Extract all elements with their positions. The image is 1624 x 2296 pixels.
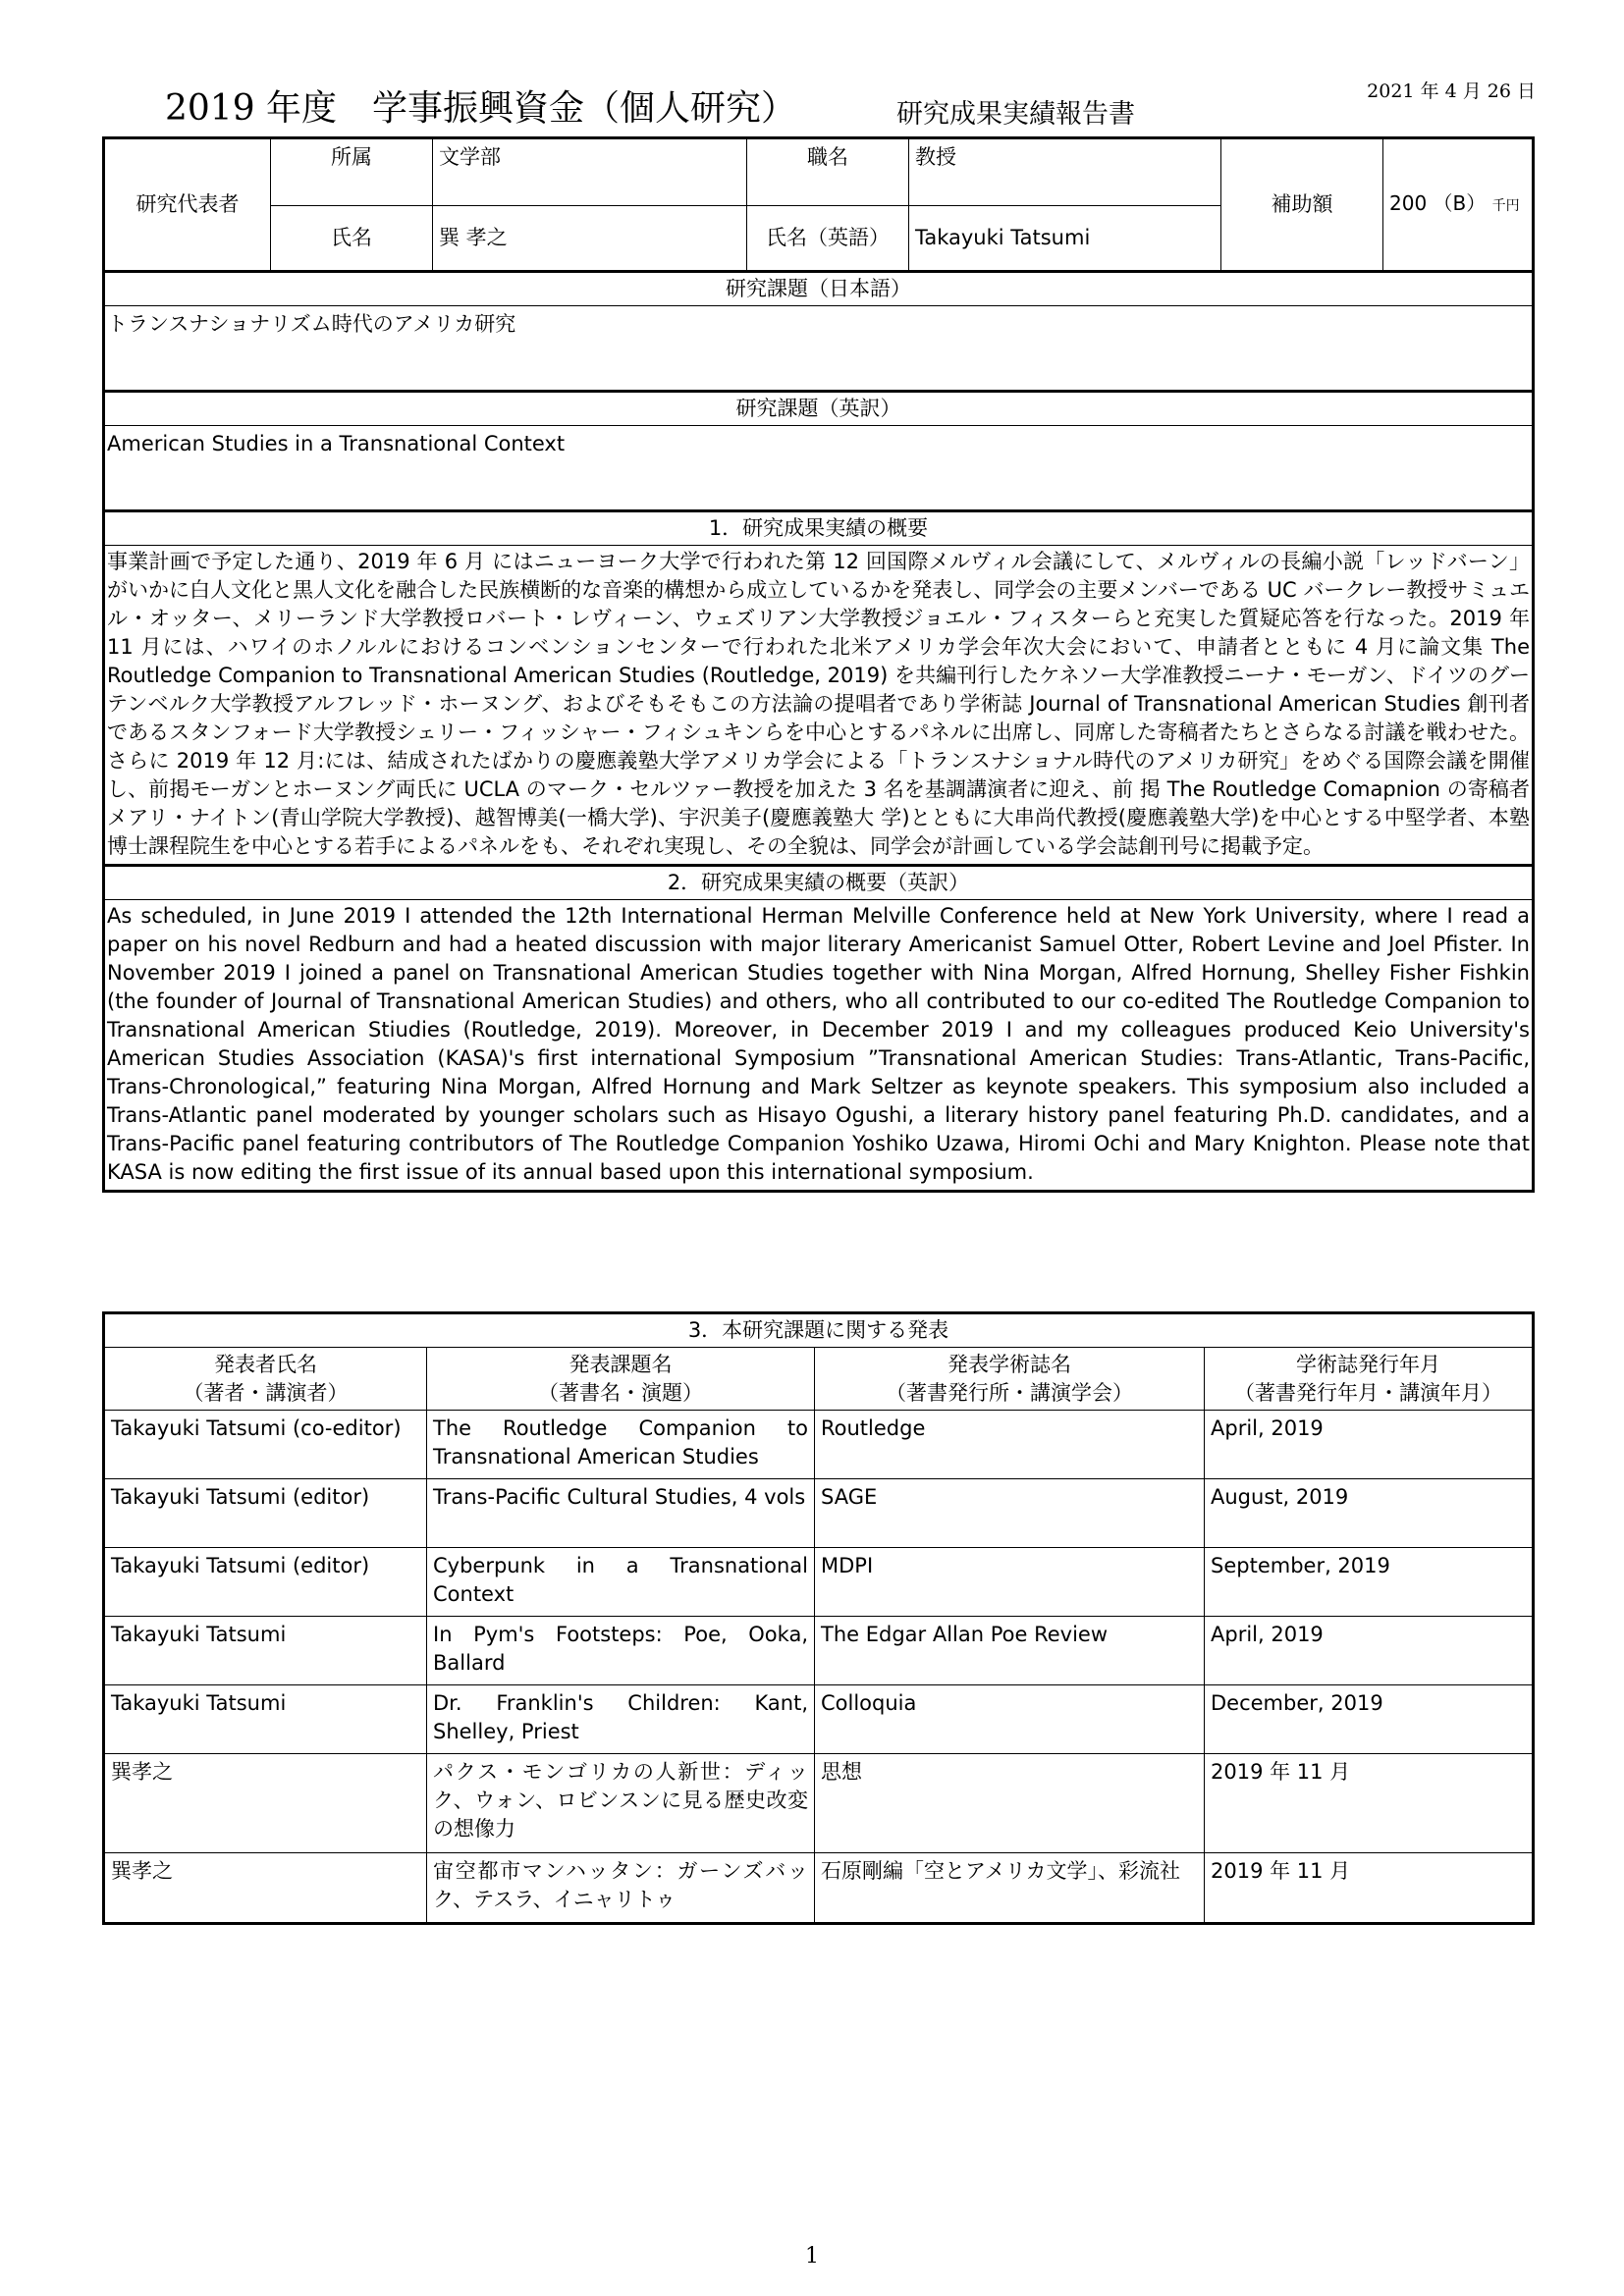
pub-author: 巽孝之 xyxy=(104,1754,427,1853)
report-title: 2019 年度 学事振興資金（個人研究） xyxy=(165,88,797,129)
grant-value: 200 （B） xyxy=(1389,190,1487,215)
pub-title: 宙空都市マンハッタン：ガーンズバック、テスラ、イニャリトゥ xyxy=(427,1853,815,1924)
column-header-line1: 発表学術誌名 xyxy=(947,1352,1071,1376)
pub-author: Takayuki Tatsumi (co-editor) xyxy=(104,1411,427,1479)
pub-author: Takayuki Tatsumi (editor) xyxy=(104,1548,427,1617)
name-label: 氏名 xyxy=(271,206,433,272)
pub-title: Cyberpunk in a Transnational Context xyxy=(427,1548,815,1617)
column-header-line1: 学術誌発行年月 xyxy=(1296,1352,1440,1376)
table-row xyxy=(104,1411,1534,1479)
pub-title: Dr. Franklin's Children: Kant, Shelley, Priest xyxy=(427,1685,815,1754)
name-en-value: Takayuki Tatsumi xyxy=(909,206,1221,272)
table-row xyxy=(104,1548,1534,1617)
column-header-line2: （著者・講演者） xyxy=(183,1380,349,1405)
pub-date: April, 2019 xyxy=(1205,1411,1534,1479)
pub-venue: Colloquia xyxy=(815,1685,1205,1754)
table-row xyxy=(104,1479,1534,1548)
column-header-line1: 発表者氏名 xyxy=(214,1352,317,1376)
summary-en-text: As scheduled, in June 2019 I attended the 12th International Herman Melville Conference held at New York University, where I read a paper on his novel Redburn and had a heated discussion with major literary Americanist Samuel Otter, Robert Levine and Joel Pfister. In November 2019 I joined a panel on Transnational American Studies together with Nina Morgan, Alfred Hornung, Shelley Fisher Fishkin (the founder of Journal of Transnational American Studies) and others, who all contributed to our co-edited The Routledge Companion to Transnational American Stiudies (Routledge, 2019). Moreover, in December 2019 I and my colleagues produced Keio University's American Studies Association (KASA)'s first international Symposium ”Transnational American Studies: Trans-Atlantic, Trans-Pacific, Trans-Chronological,” featuring Nina Morgan, Alfred Hornung and Mark Seltzer as keynote speakers. This symposium also included a Trans-Atlantic panel moderated by younger scholars such as Hisayo Ogushi, a literary history panel featuring Ph.D. candidates, and a Trans-Pacific panel featuring contributors of The Routledge Companion Yoshiko Uzawa, Hiromi Ochi and Mary Knighton. Please note that KASA is now editing the first issue of its annual based upon this international symposium. xyxy=(104,900,1534,1192)
summary-en-label: 2．研究成果実績の概要（英訳） xyxy=(104,866,1534,900)
pub-title: In Pym's Footsteps: Poe, Ooka, Ballard xyxy=(427,1617,815,1685)
representative-label: 研究代表者 xyxy=(104,138,271,272)
summary-ja-label: 1．研究成果実績の概要 xyxy=(104,511,1534,546)
pub-title: The Routledge Companion to Transnational American Studies xyxy=(427,1411,815,1479)
pub-author: Takayuki Tatsumi xyxy=(104,1617,427,1685)
pub-author: Takayuki Tatsumi (editor) xyxy=(104,1479,427,1548)
table-row xyxy=(104,1617,1534,1685)
page-number: 1 xyxy=(805,2244,819,2269)
publications-label: 3．本研究課題に関する発表 xyxy=(104,1313,1534,1348)
grant-unit: 千円 xyxy=(1491,197,1520,214)
name-en-label: 氏名（英語） xyxy=(747,206,909,272)
table-row xyxy=(104,1853,1534,1924)
topic-ja-label: 研究課題（日本語） xyxy=(104,272,1534,306)
column-header-date xyxy=(1205,1348,1534,1411)
pub-date: April, 2019 xyxy=(1205,1617,1534,1685)
name-value: 巽 孝之 xyxy=(433,206,747,272)
pub-venue: SAGE xyxy=(815,1479,1205,1548)
column-header-line2: （著書発行年月・講演年月） xyxy=(1234,1380,1502,1405)
pub-venue: 石原剛編「空とアメリカ文学」、彩流社 xyxy=(815,1853,1205,1924)
pub-venue: MDPI xyxy=(815,1548,1205,1617)
pub-author: Takayuki Tatsumi xyxy=(104,1685,427,1754)
pub-title: パクス・モンゴリカの人新世：ディック、ウォン、ロビンスンに見る歴史改変の想像力 xyxy=(427,1754,815,1853)
grant-cell xyxy=(1383,138,1534,272)
summary-ja-text: 事業計画で予定した通り、2019 年 6 月 にはニューヨーク大学で行われた第 12 回国際メルヴィル会議にして、メルヴィルの長編小説「レッドバーン」がいかに白人文化と黒人文化を融合した民族横断的な音楽的構想から成立しているかを発表し、同学会の主要メンバーである UC バークレー教授サミュエル・オッター、メリーランド大学教授ロバート・レヴィーン、ウェズリアン大学教授ジョエル・フィスターらと充実した質疑応答を行なった。2019 年 11 月には、ハワイのホノルルにおけるコンベンションセンターで行われた北米アメリカ学会年次大会において、申請者とともに 4 月に論文集 The Routledge Companion to Transnational American Studies (Routledge, 2019) を共編刊行したケネソー大学准教授ニーナ・モーガン、ドイツのグーテンベルク大学教授アルフレッド・ホーヌング、およびそもそもこの方法論の提唱者であり学術誌 Journal of Transnational American Studies 創刊者であるスタンフォード大学教授シェリー・フィッシャー・フィシュキンらを中心とするパネルに出席し、同席した寄稿者たちとさらなる討議を戦わせた。さらに 2019 年 12 月:には、結成されたばかりの慶應義塾大学アメリカ学会による「トランスナショナル時代のアメリカ研究」をめぐる国際会議を開催し、前掲モーガンとホーヌング両氏に UCLA のマーク・セルツァー教授を加えた 3 名を基調講演者に迎え、前 掲 The Routledge Comapnion の寄稿者メアリ・ナイトン(青山学院大学教授)、越智博美(一橋大学)、宇沢美子(慶應義塾大 学)とともに大串尚代教授(慶應義塾大学)を中心とする中堅学者、本塾博士課程院生を中心とする若手によるパネルをも、それぞれ実現し、その全貌は、同学会が計画している学会誌創刊号に掲載予定。 xyxy=(104,546,1534,866)
report-date: 2021 年 4 月 26 日 xyxy=(1367,80,1536,102)
table-row xyxy=(104,1685,1534,1754)
topic-en-value: American Studies in a Transnational Context xyxy=(104,426,1534,511)
topic-ja-value: トランスナショナリズム時代のアメリカ研究 xyxy=(104,306,1534,392)
report-subtitle: 研究成果実績報告書 xyxy=(896,99,1135,130)
topic-en-label: 研究課題（英訳） xyxy=(104,392,1534,426)
column-header-venue xyxy=(815,1348,1205,1411)
pub-venue: Routledge xyxy=(815,1411,1205,1479)
pub-venue: 思想 xyxy=(815,1754,1205,1853)
pub-date: 2019 年 11 月 xyxy=(1205,1853,1534,1924)
pub-date: 2019 年 11 月 xyxy=(1205,1754,1534,1853)
column-header-author xyxy=(104,1348,427,1411)
column-header-line1: 発表課題名 xyxy=(568,1352,673,1376)
position-value: 教授 xyxy=(909,138,1221,206)
column-header-line2: （著書発行所・講演学会） xyxy=(886,1380,1133,1405)
grant-label: 補助額 xyxy=(1221,138,1383,272)
pub-date: December, 2019 xyxy=(1205,1685,1534,1754)
pub-date: August, 2019 xyxy=(1205,1479,1534,1548)
publications-table xyxy=(102,1311,1535,1925)
affiliation-value: 文学部 xyxy=(433,138,747,206)
pub-date: September, 2019 xyxy=(1205,1548,1534,1617)
column-header-line2: （著書名・演題） xyxy=(538,1380,703,1405)
pub-title: Trans-Pacific Cultural Studies, 4 vols xyxy=(427,1479,815,1548)
pub-author: 巽孝之 xyxy=(104,1853,427,1924)
pub-venue: The Edgar Allan Poe Review xyxy=(815,1617,1205,1685)
publications-header-row xyxy=(104,1348,1534,1411)
column-header-title xyxy=(427,1348,815,1411)
table-row xyxy=(104,1754,1534,1853)
position-label: 職名 xyxy=(747,138,909,206)
report-header xyxy=(102,77,1536,137)
affiliation-label: 所属 xyxy=(271,138,433,206)
report-form-table xyxy=(102,136,1535,1193)
